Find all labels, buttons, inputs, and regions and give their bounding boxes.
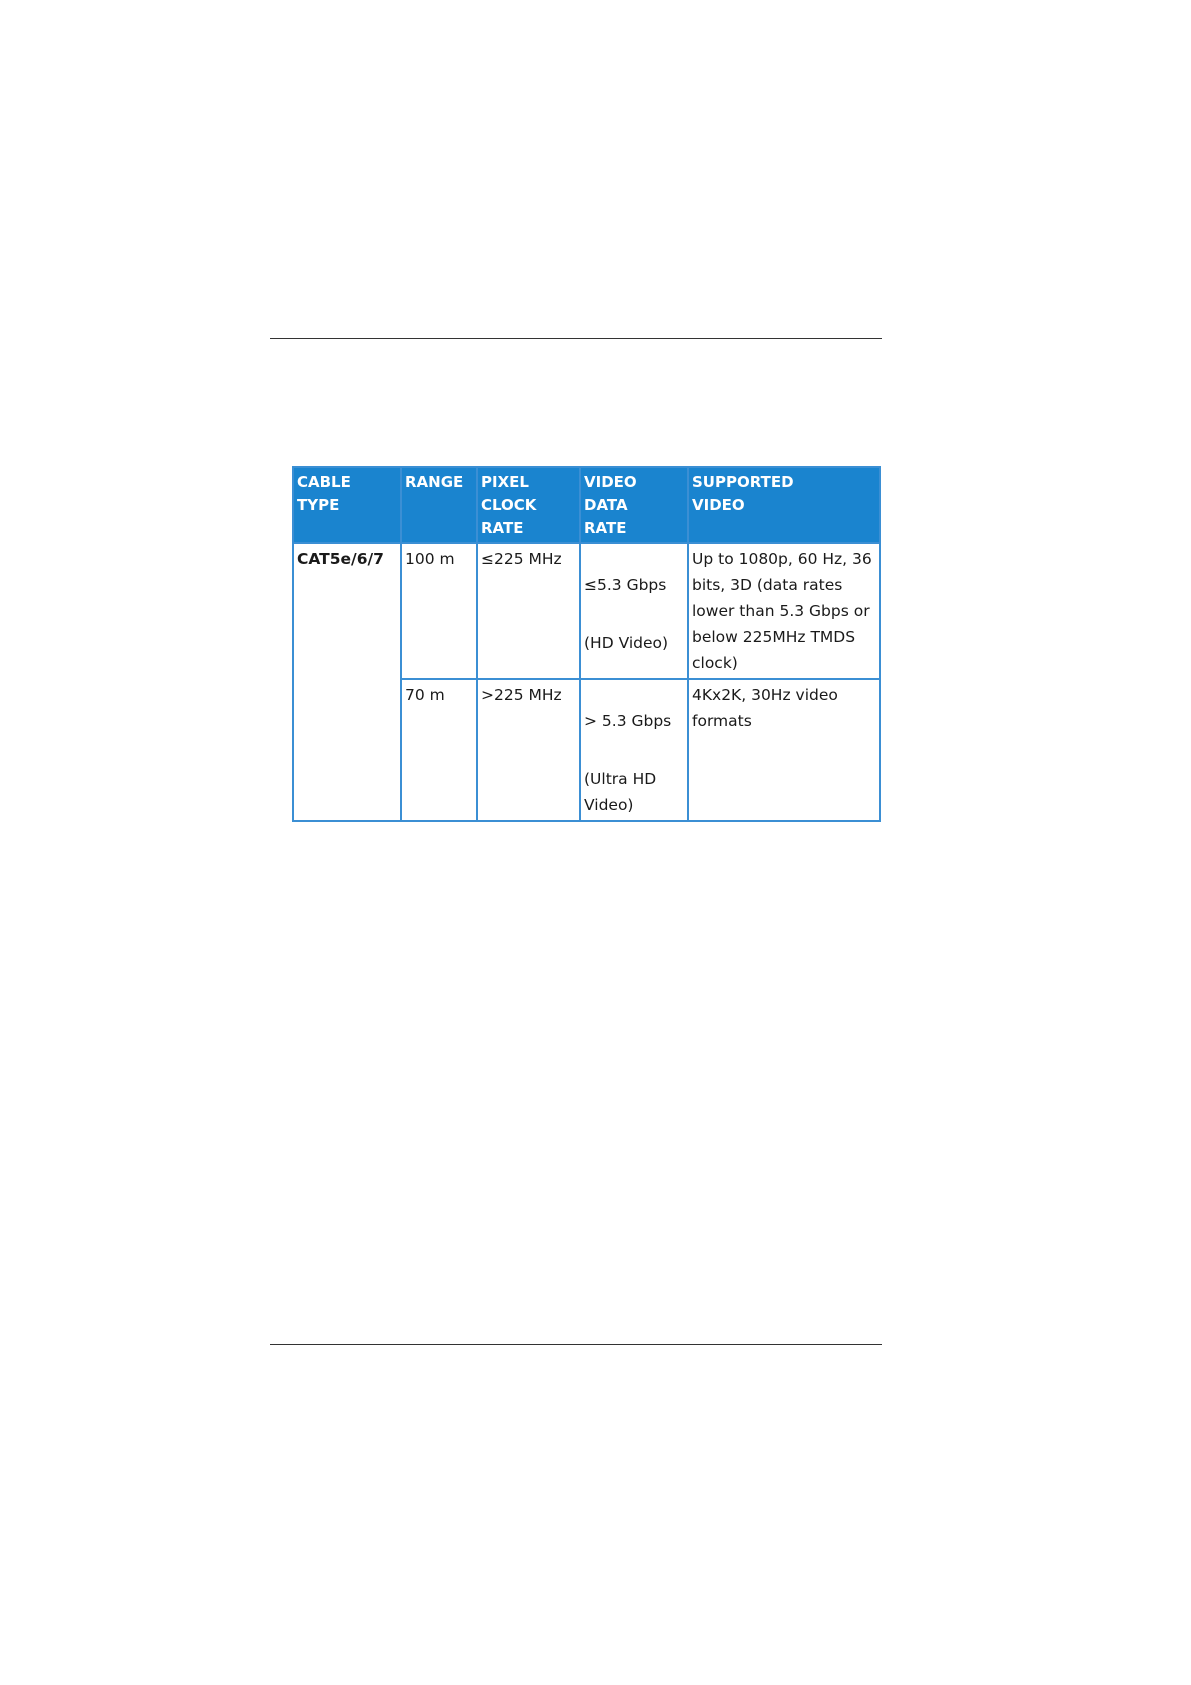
supported-video-cell: Up to 1080p, 60 Hz, 36 bits, 3D (data rates lower than 5.3 Gbps or below 225MHz TMDS clock) <box>688 543 880 679</box>
video-data-rate-value: > 5.3 Gbps <box>584 712 672 730</box>
video-data-rate-note: (HD Video) <box>584 634 669 652</box>
range-cell: 100 m <box>401 543 477 679</box>
pixel-clock-cell: >225 MHz <box>477 679 580 821</box>
header-pixel-clock-rate: PIXEL CLOCK RATE <box>477 467 580 543</box>
cable-type-cell: CAT5e/6/7 <box>293 543 401 821</box>
supported-video-cell: 4Kx2K, 30Hz video formats <box>688 679 880 821</box>
header-video-data-rate: VIDEO DATA RATE <box>580 467 688 543</box>
bottom-rule <box>270 1344 882 1345</box>
top-rule <box>270 338 882 339</box>
table-header-row <box>293 467 880 543</box>
header-range: RANGE <box>401 467 477 543</box>
range-cell: 70 m <box>401 679 477 821</box>
video-data-rate-cell <box>580 679 688 821</box>
video-data-rate-value: ≤5.3 Gbps <box>584 576 667 594</box>
video-data-rate-cell <box>580 543 688 679</box>
pixel-clock-cell: ≤225 MHz <box>477 543 580 679</box>
video-data-rate-note: (Ultra HD Video) <box>584 770 657 814</box>
table-row <box>293 543 880 679</box>
cable-spec-table <box>292 466 881 822</box>
header-cable-type: CABLE TYPE <box>293 467 401 543</box>
header-supported-video: SUPPORTED VIDEO <box>688 467 880 543</box>
